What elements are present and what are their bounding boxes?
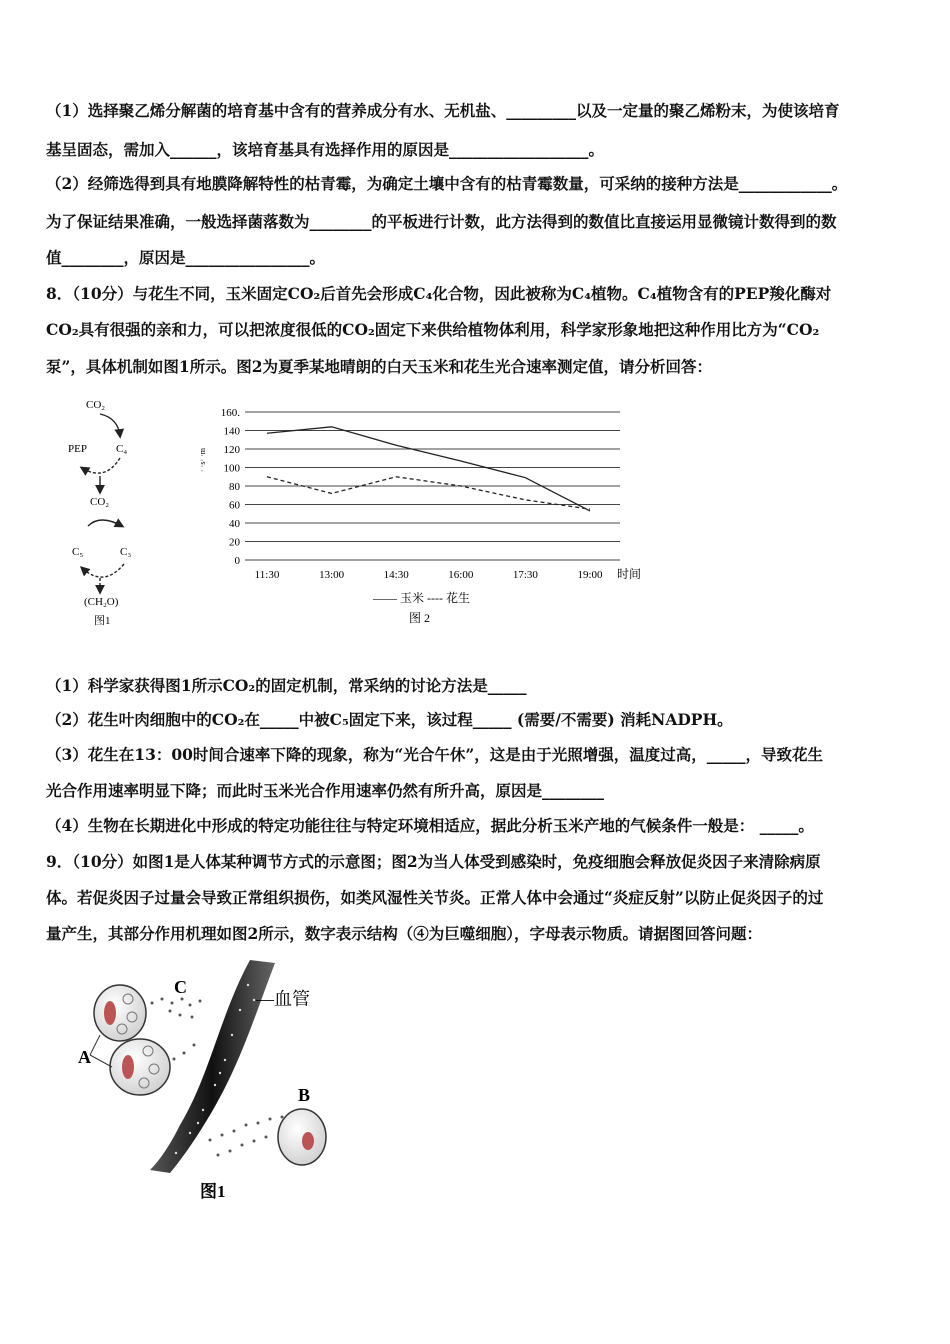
q8-sub-3b: 光合作用速率明显下降；而此时玉米光合作用速率仍然有所升高，原因是________ — [46, 781, 605, 800]
fig1-caption: 图1 — [94, 615, 111, 627]
fig1-co2-top: CO₂ — [86, 399, 106, 411]
q8-sub-4: （4）生物在长期进化中形成的特定功能往往与特定环境相适应，据此分析玉米产地的气候条件一般是： _____。 — [46, 816, 814, 835]
q8-sub-3a: （3）花生在13：00时间合速率下降的现象，称为“光合午休”，这是由于光照增强，温度过高，_____，导致花生 — [46, 745, 824, 764]
chart-x-label: 时间 — [617, 567, 642, 581]
chart-legend: —— 玉米 ---- 花生 — [373, 591, 470, 605]
regulation-diagram — [70, 955, 370, 1215]
y-tick-label: 160. — [220, 407, 240, 419]
fig1-ch2o: (CH₂O) — [84, 596, 119, 608]
q8-sub-1: （1）科学家获得图1所示CO₂的固定机制，常采纳的讨论方法是_____ — [46, 676, 527, 695]
x-tick-label: 17:30 — [512, 569, 538, 581]
fig1-arrow-top-cycle — [88, 520, 122, 526]
y-tick-label: 100 — [223, 462, 240, 475]
photosynthesis-line-chart — [195, 392, 695, 632]
fig-caption-q9: 图1 — [200, 1182, 226, 1201]
series-line-玉米 — [267, 427, 590, 511]
label-c: C — [174, 977, 187, 997]
fig1-arrow-bottom-cycle — [82, 564, 124, 577]
q7-line-2: 基呈固态，需加入______，该培育基具有选择作用的原因是__________________。 — [46, 140, 605, 159]
chart-caption: 图 2 — [409, 611, 431, 625]
nucleus-b — [302, 1132, 314, 1150]
x-tick-label: 13:00 — [319, 569, 345, 581]
fig1-c5: C₅ — [72, 546, 84, 558]
substance-b-dots — [209, 1116, 284, 1157]
y-tick-label: 140 — [223, 425, 240, 438]
q7-line-5: 值________，原因是________________。 — [46, 248, 326, 267]
x-tick-label: 14:30 — [383, 569, 409, 581]
fig1-arrow-co2-in — [100, 414, 120, 436]
x-tick-label: 19:00 — [577, 569, 603, 581]
vessel-label: —血管 — [256, 989, 310, 1009]
fig1-arrow-c4-pep — [82, 458, 120, 473]
y-tick-label: 120 — [223, 444, 240, 456]
y-tick-label: 40 — [229, 518, 240, 530]
q9-intro-3: 量产生，其部分作用机理如图2所示，数字表示结构（④为巨噬细胞），字母表示物质。请据图回答问题： — [46, 924, 763, 943]
q8-sub-2: （2）花生叶肉细胞中的CO₂在_____中被C₅固定下来，该过程_____ (需要/不需要) 消耗NADPH。 — [46, 710, 733, 729]
label-b: B — [298, 1085, 311, 1105]
fig1-pep: PEP — [68, 443, 87, 455]
cell-b — [278, 1109, 326, 1165]
fig1-c3: C₃ — [120, 546, 132, 558]
y-tick-label: 80 — [229, 481, 240, 493]
nucleus-lower — [122, 1055, 134, 1079]
q8-intro-3: 泵”，具体机制如图1所示。图2为夏季某地晴朗的白天玉米和花生光合速率测定值，请分析回答： — [46, 357, 712, 376]
label-a: A — [78, 1047, 91, 1067]
fig1-co2-mid: CO₂ — [90, 496, 110, 508]
y-tick-label: 0 — [234, 555, 240, 567]
q7-line-4: 为了保证结果准确，一般选择菌落数为________的平板进行计数，此方法得到的数值比直接运用显微镜计数得到的数 — [46, 212, 837, 231]
q9-intro-2: 体。若促炎因子过量会导致正常组织损伤，如类风湿性关节炎。正常人体中会通过“炎症反射”以防止促炎因子的过 — [46, 888, 824, 907]
chart-y-label: · ·s· ·m — [198, 448, 207, 472]
q9-intro-1: 9．（10分）如图1是人体某种调节方式的示意图；图2为当人体受到感染时，免疫细胞会释放促炎因子来清除病原 — [46, 852, 821, 871]
y-tick-label: 60 — [229, 499, 240, 512]
fig1-c4: C₄ — [116, 443, 128, 455]
nucleus-upper — [104, 1001, 116, 1025]
y-tick-label: 20 — [229, 536, 240, 549]
q8-intro-1: 8．（10分）与花生不同，玉米固定CO₂后首先会形成C₄化合物，因此被称为C₄植物。C₄植物含有的PEP羧化酶对 — [46, 284, 832, 303]
x-tick-label: 11:30 — [254, 569, 280, 581]
x-tick-label: 16:00 — [448, 569, 474, 581]
co2-pump-diagram — [60, 392, 170, 632]
q7-line-3: （2）经筛选得到具有地膜降解特性的枯青霉，为确定土壤中含有的枯青霉数量，可采纳的接种方法是____________。 — [46, 174, 848, 193]
q7-line-1: （1）选择聚乙烯分解菌的培育基中含有的营养成分有水、无机盐、_________以及一定量的聚乙烯粉末，为使该培育 — [46, 101, 840, 120]
q8-intro-2: CO₂具有很强的亲和力，可以把浓度很低的CO₂固定下来供给植物体利用，科学家形象地把这种作用比方为“CO₂ — [46, 320, 820, 339]
cell-a-upper — [94, 985, 146, 1041]
